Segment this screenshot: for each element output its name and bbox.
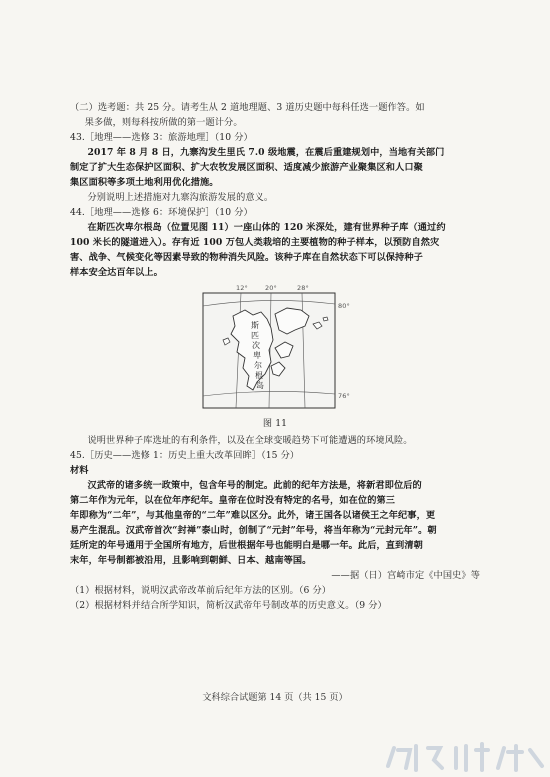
q44-line1: 在斯匹次卑尔根岛（位置见图 11）一座山体的 120 米深处，建有世界种子库（通过约 xyxy=(87,222,446,233)
material-line2: 第二年作为元年，以在位年序纪年。皇帝在位时没有特定的名号，如在位的第三 xyxy=(70,495,396,506)
material-line3: 年即称为“二年”，与其他皇帝的“二年”难以区分。此外，诸王国各以诸侯王之年纪事，更 xyxy=(70,510,436,521)
island-label-char-6: 根 xyxy=(255,371,264,380)
island-label-char-3: 次 xyxy=(252,341,261,350)
island-label-char-2: 匹 xyxy=(251,331,260,340)
figure-caption: 图 11 xyxy=(262,418,288,429)
lon-tick-20: 20° xyxy=(265,284,277,292)
material-label: 材料 xyxy=(70,465,89,476)
island-label-char-5: 尔 xyxy=(254,361,263,370)
q43-ask: 分别说明上述措施对九寨沟旅游发展的意义。 xyxy=(87,192,274,203)
q44-ask: 说明世界种子库选址的有利条件，以及在全球变暖趋势下可能遭遇的环境风险。 xyxy=(87,435,413,446)
svalbard-map-figure xyxy=(201,282,357,412)
section-b-line1: （二）选考题：共 25 分。请考生从 2 道地理题、3 道历史题中每科任选一题作答。如 xyxy=(70,102,425,113)
material-line4: 易产生混乱。汉武帝首次“封禅”泰山时，创制了“元封”年号，将当年称为“元封元年”。朝 xyxy=(70,525,437,536)
q44-line3: 害、战争、气候变化等因素导致的物种消失风险。该种子库在自然状态下可以保持种子 xyxy=(70,252,423,263)
section-b-line2: 果多做，则每科按所做的第一题计分。 xyxy=(84,117,243,128)
q44-line2: 100 米长的隧道进入）。存有近 100 万包人类栽培的主要植物的种子样本，以预防自然灾 xyxy=(70,237,440,248)
lon-tick-12: 12° xyxy=(236,284,248,292)
material-source: ——据（日）宫崎市定《中国史》等 xyxy=(331,570,480,581)
lat-tick-76: 76° xyxy=(338,392,350,400)
page-footer: 文科综合试题第 14 页（共 15 页） xyxy=(202,692,348,703)
q43-para-line2: 制定了扩大生态保护区面积、扩大农牧发展区面积、适度减少旅游产业聚集区和人口聚 xyxy=(70,162,423,173)
q43-header: 43.［地理——选修 3：旅游地理］（10 分） xyxy=(70,132,253,143)
q45-header: 45.［历史——选修 1：历史上重大改革回眸］（15 分） xyxy=(70,450,300,461)
island-label-char-4: 卑 xyxy=(253,351,262,360)
island-label-char-1: 斯 xyxy=(251,321,260,330)
q44-header: 44.［地理——选修 6：环境保护］（10 分） xyxy=(70,207,253,218)
q44-line4: 样本安全达百年以上。 xyxy=(70,267,163,278)
lat-tick-80: 80° xyxy=(338,302,350,310)
material-line1: 汉武帝的诸多统一政策中，包含年号的制定。此前的纪年方法是，将新君即位后的 xyxy=(87,480,422,491)
material-line6: 末年，年号制都被沿用，且影响到朝鲜、日本、越南等国。 xyxy=(70,555,312,566)
lon-tick-28: 28° xyxy=(297,284,309,292)
q43-para-line3: 集区面积等多项土地利用优化措施。 xyxy=(70,177,219,188)
watermark-logo xyxy=(380,740,550,774)
svalbard-map xyxy=(201,282,357,412)
material-line5: 廷所定的年号通用于全国所有地方，后世根据年号也能明白是哪一年。此后，直到清朝 xyxy=(70,540,423,551)
q45-sub1: （1）根据材料，说明汉武帝改革前后纪年方法的区别。（6 分） xyxy=(70,585,332,596)
island-label-char-7: 岛 xyxy=(256,381,265,390)
q45-sub2: （2）根据材料并结合所学知识，简析汉武帝年号制改革的历史意义。（9 分） xyxy=(70,600,387,611)
q43-para-line1: 2017 年 8 月 8 日，九寨沟发生里氏 7.0 级地震，在震后重建规划中，当地有关部门 xyxy=(87,147,445,158)
exam-page xyxy=(70,100,480,613)
